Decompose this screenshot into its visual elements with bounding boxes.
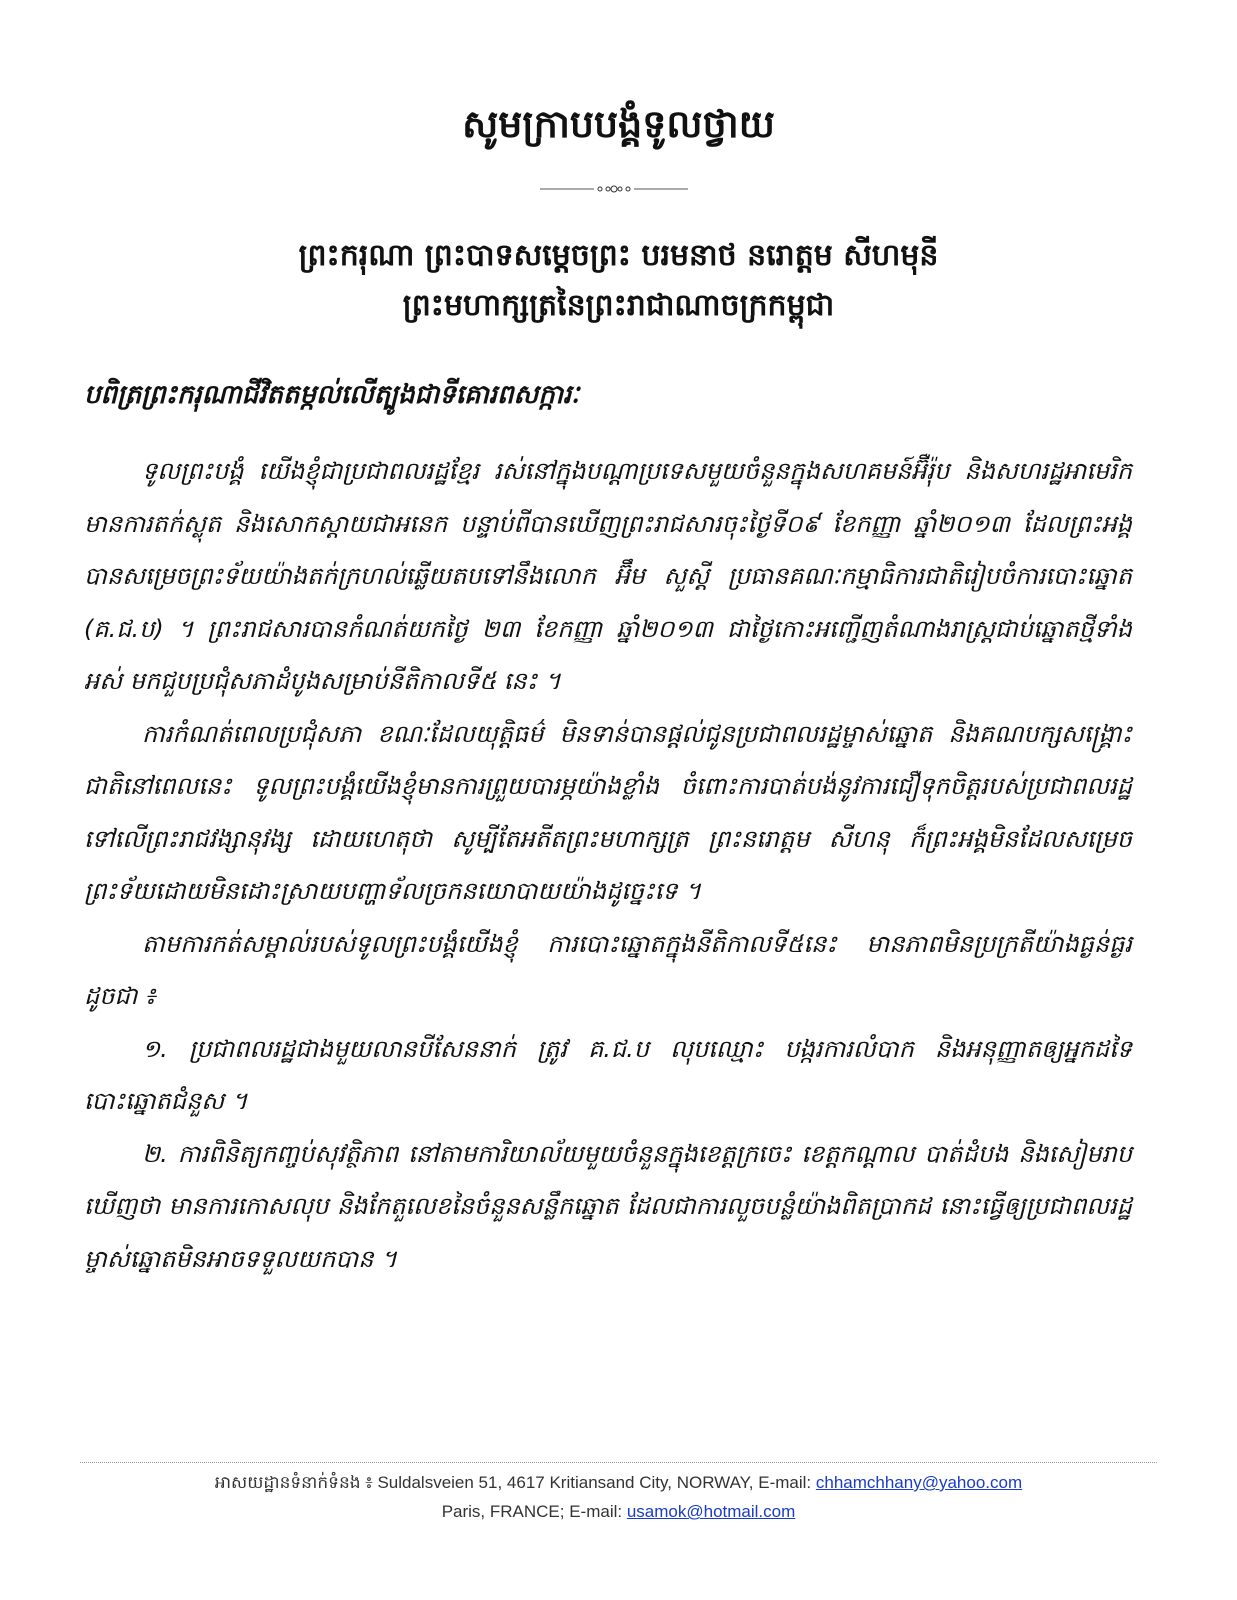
- email-link-paris[interactable]: usamok@hotmail.com: [626, 1502, 796, 1521]
- list-item: ១. ប្រជាពលរដ្ឋជាងមួយលានបីសែននាក់ ត្រូវ គ.ជ.ប លុបឈ្មោះ បង្ករការលំបាក និងអនុញ្ញាតឲ្យអ្នកដទៃបោះឆ្នោតជំនួស ។: [84, 1034, 1132, 1115]
- letter-title: សូមក្រាបបង្គំទូលថ្វាយ: [462, 102, 775, 146]
- footer-address: [0, 1472, 1237, 1497]
- footer-paris-text: Paris, FRANCE; E-mail:: [441, 1502, 627, 1521]
- salutation-heading: បពិត្រព្រះករុណាជីវិតតម្កល់លើត្បូងជាទីគោរពសក្ការៈ: [84, 380, 580, 410]
- letter-body: [84, 445, 1132, 1285]
- paragraph: ការកំណត់ពេលប្រជុំសភា ខណៈដែលយុត្តិធម៌ មិនទាន់បានផ្តល់ជូនប្រជាពលរដ្ឋម្ចាស់ឆ្នោត និងគណបក្សសង្គ្រោះជាតិនៅពេលនេះ ទូលព្រះបង្គំយើងខ្ញុំមានការព្រួយបារម្ភយ៉ាងខ្លាំង ចំពោះការបាត់បង់នូវការជឿទុកចិត្តរបស់ប្រជាពលរដ្ឋ ទៅលើព្រះរាជវង្សានុវង្ស ដោយហេតុថា សូម្បីតែអតីតព្រះមហាក្សត្រ ព្រះនរោត្តម សីហនុ ក៏ព្រះអង្គមិនដែលសម្រេចព្រះទ័យដោយមិនដោះស្រាយបញ្ហាទ័លច្រកនយោបាយយ៉ាងដូច្នេះទេ ។: [84, 719, 1132, 905]
- list-item: ២. ការពិនិត្យកញ្ចប់សុវត្ថិភាព នៅតាមការិយាល័យមួយចំនួនក្នុងខេត្តក្រចេះ ខេត្តកណ្តាល បាត់ដំបង និងសៀមរាប ឃើញថា មានការកោសលុប និងកែតួលេខនៃចំនួនសន្លឹកឆ្នោត ដែលជាការលួចបន្លំយ៉ាងពិតប្រាកដ នោះធ្វើឲ្យប្រជាពលរដ្ឋម្ចាស់ឆ្នោតមិនអាចទទួលយកបាន ។: [84, 1139, 1132, 1273]
- footer-paris: [0, 1502, 1237, 1522]
- email-link-norway[interactable]: chhamchhany@yahoo.com: [815, 1473, 1023, 1492]
- recipient-line-1: ព្រះករុណា ព្រះបាទសម្តេចព្រះ បរមនាថ នរោត្តម សីហមុនី: [298, 238, 939, 273]
- recipient-line-2: ព្រះមហាក្សត្រនៃព្រះរាជាណាចក្រកម្ពុជា: [402, 288, 835, 323]
- ornament-divider: [540, 184, 688, 194]
- footer-address-text: អាសយដ្ឋានទំនាក់ទំនង ៖ Suldalsveien 51, 4617 Kritiansand City, NORWAY, E-mail:: [214, 1473, 816, 1492]
- footer-divider: [80, 1462, 1157, 1463]
- paragraph: តាមការកត់សម្គាល់របស់ទូលព្រះបង្គំយើងខ្ញុំ ការបោះឆ្នោតក្នុងនីតិកាលទី៥នេះ មានភាពមិនប្រក្រតីយ៉ាងធ្ងន់ធ្ងរ ដូចជា ៖: [84, 929, 1132, 1010]
- paragraph: ទូលព្រះបង្គំ យើងខ្ញុំជាប្រជាពលរដ្ឋខ្មែរ រស់នៅក្នុងបណ្តាប្រទេសមួយចំនួនក្នុងសហគមន៍អ៊ឺរ៉ុប និងសហរដ្ឋអាមេរិក មានការតក់ស្លុត និងសោកស្តាយជាអនេក បន្ទាប់ពីបានឃើញព្រះរាជសារចុះថ្ងៃទី០៩ ខែកញ្ញា ឆ្នាំ២០១៣ ដែលព្រះអង្គបានសម្រេចព្រះទ័យយ៉ាងតក់ក្រហល់ឆ្លើយតបទៅនឹងលោក អ៊ឹម សួស្តី ប្រធានគណៈកម្មាធិការជាតិរៀបចំការបោះឆ្នោត (គ.ជ.ប) ។ ព្រះរាជសារបានកំណត់យកថ្ងៃ ២៣ ខែកញ្ញា ឆ្នាំ២០១៣ ជាថ្ងៃកោះអញ្ជើញតំណាងរាស្ត្រជាប់ឆ្នោតថ្មីទាំងអស់ មកជួបប្រជុំសភាដំបូងសម្រាប់នីតិកាលទី៥ នេះ ។: [84, 457, 1132, 695]
